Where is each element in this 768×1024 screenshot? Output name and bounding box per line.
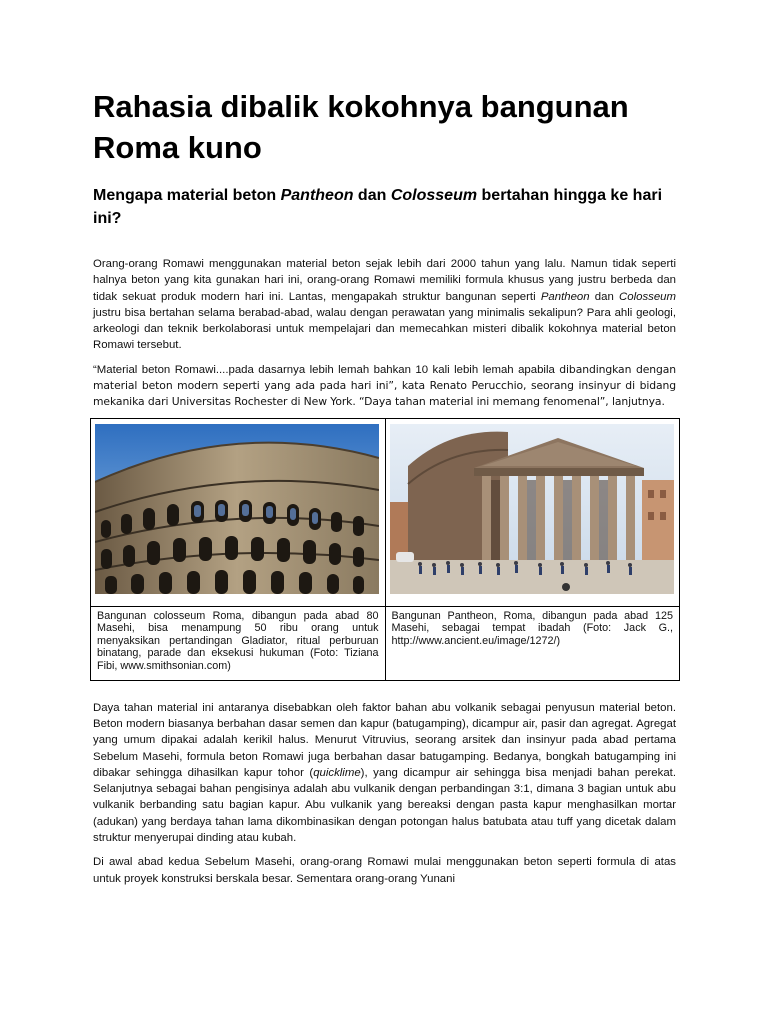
text-run: ), yang dicampur air sehingga bisa menjadi bahan perekat. Selanjutnya sebagai bahan pengisinya adalah abu vulkanik dengan perbandingan 3:1, dimana 3 bagian untuk abu vulkanik berbanding satu bagian kapur. Abu vulkanik yang bereaksi dengan pasta kapur menghasilkan mortar (adukan) yang berdaya tahan lama dikombinasikan dengan potongan halus batubata atau tuff yang dicetak dalam struktur menyerupai dinding atau kubah. [93, 766, 676, 845]
pantheon-photo-cell [385, 418, 680, 606]
article-subtitle [93, 184, 676, 230]
text-run: dan [589, 290, 620, 303]
document-page [93, 86, 676, 887]
text-run: Daya tahan material ini antaranya disebabkan oleh faktor bahan abu volkanik sebagai penyusun material beton. Beton modern biasanya berbahan dasar semen dan kapur (batugamping), dicampur air, pasir dan agregat. Agregat yang umum dipakai adalah kerikil halus. Menurut Vitruvius, seorang arsitek dan insinyur pada abad pertama Sebelum Masehi, formula beton Romawi juga berbahan dasar batugamping. Bedanya, bongkah batugamping ini dibakar sehingga dihasilkan kapur tohor ( [93, 701, 676, 779]
text-run: “Material beton Romawi....pada dasarnya lebih lemah bahkan 10 kali lebih lemah apabila [93, 363, 560, 376]
paragraph-intro [93, 256, 676, 354]
colosseum-photo-cell [91, 418, 386, 606]
paragraph-quote [93, 362, 676, 411]
text-run-italic: Colosseum [619, 290, 676, 303]
colosseum-caption: Bangunan colosseum Roma, dibangun pada abad 80 Masehi, bisa menampung 50 ribu orang untuk menyaksikan pertandingan Gladiator, ritual perburuan binatang, parade dan eksekusi hukuman (Foto: Tiziana Fibi, www.smithsonian.com) [91, 606, 386, 680]
subtitle-pantheon: Pantheon [280, 187, 354, 204]
colosseum-photo [95, 424, 379, 594]
subtitle-text: dan [353, 187, 391, 204]
text-run: dibandingkan dengan material beton modern seperti yang ada pada hari ini”, kata Renato Perucchio, seorang insinyur di bidang mekanika dari Universitas Rochester di New York. “Daya tahan material ini memang fenomenal”, lanjutnya. [93, 362, 676, 409]
subtitle-text: bertahan hingga ke hari ini? [93, 187, 663, 227]
pantheon-caption: Bangunan Pantheon, Roma, dibangun pada abad 125 Masehi, sebagai tempat ibadah (Foto: Jack G., http://www.ancient.eu/image/1272/) [385, 606, 680, 680]
paragraph-material [93, 700, 676, 847]
text-run-italic: quicklime [313, 766, 361, 779]
text-run: Orang-orang Romawi menggunakan material beton sejak lebih dari 2000 tahun yang lalu. Namun tidak seperti halnya beton yang kita gunakan hari ini, orang-orang Romawi memiliki formula khusus yang justru berbeda dan tidak sekuat produk modern hari ini. Lantas, mengapakah struktur bangunan seperti [93, 258, 676, 303]
text-run: justru bisa bertahan selama berabad-abad, walau dengan perawatan yang minimalis sekalipun? Para ahli geologi, arkeologi dan teknik berkolaborasi untuk mempelajari dan memecahkan misteri dibalik kokohnya material beton Romawi tersebut. [93, 306, 676, 352]
article-title: Rahasia dibalik kokohnya bangunan Roma kuno [93, 89, 629, 165]
paragraph-history: Di awal abad kedua Sebelum Masehi, orang-orang Romawi mulai menggunakan beton seperti formula di atas untuk proyek konstruksi berskala besar. Sementara orang-orang Yunani [93, 856, 676, 885]
subtitle-text: Mengapa material beton [93, 187, 281, 204]
subtitle-colosseum: Colosseum [390, 187, 478, 204]
figure-table [90, 418, 680, 681]
pantheon-photo [390, 424, 674, 594]
text-run-italic: Pantheon [540, 290, 590, 303]
